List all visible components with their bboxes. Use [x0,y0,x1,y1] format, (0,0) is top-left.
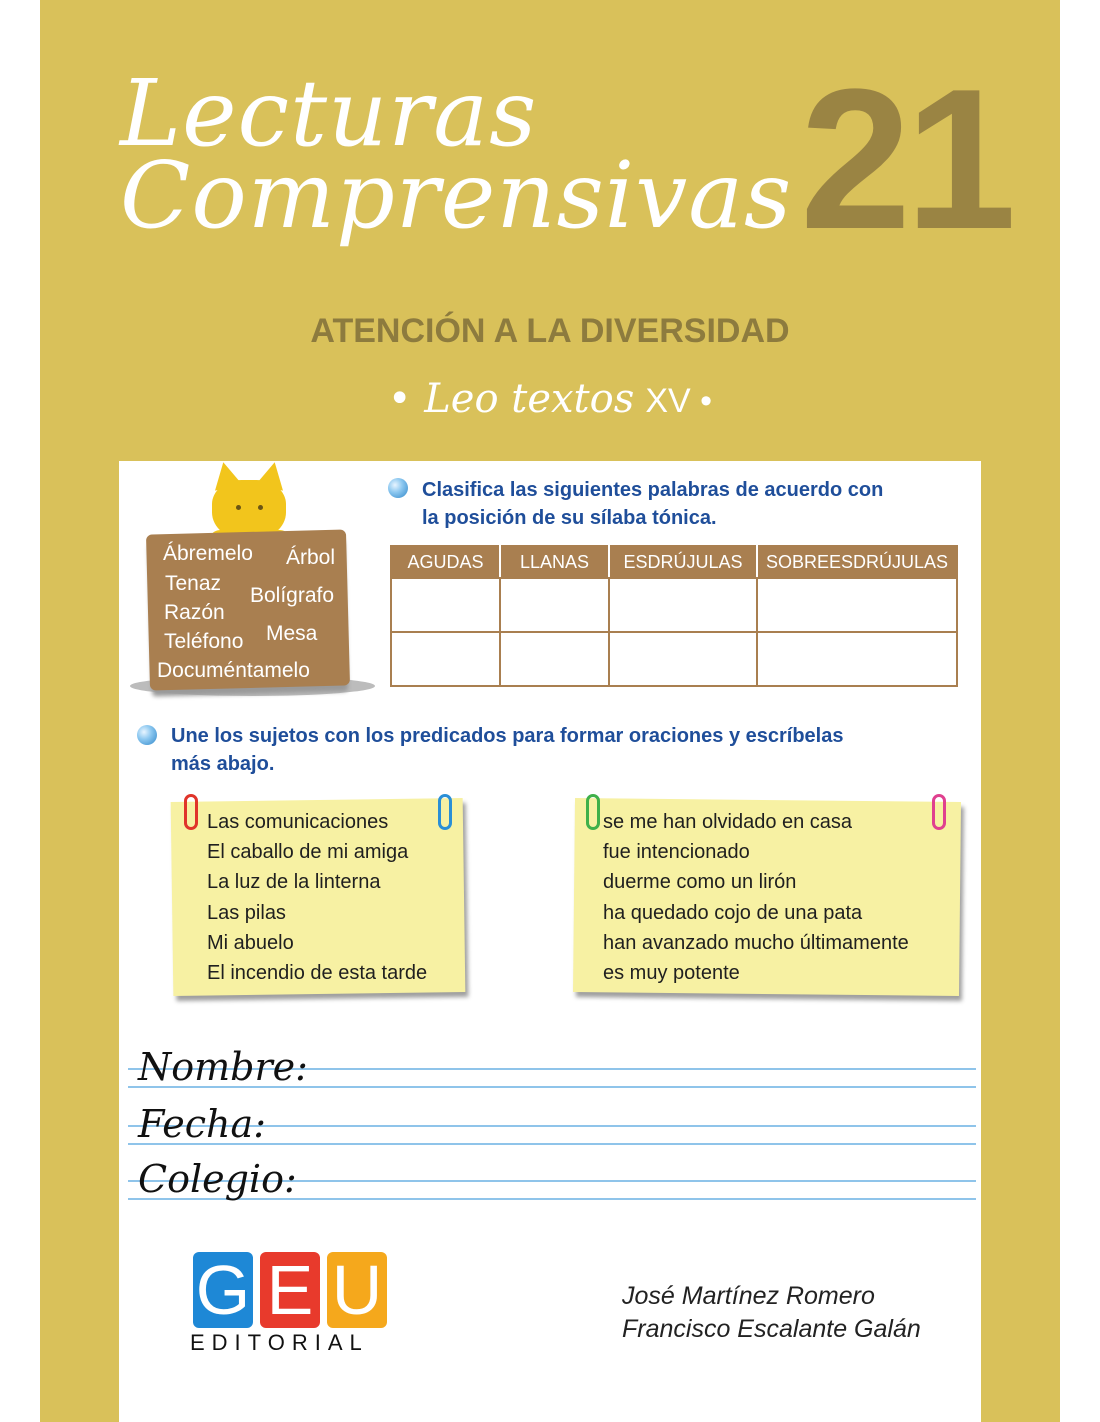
logo-letter-u: U [327,1252,387,1328]
book-number: 21 [800,48,1011,271]
bullet-icon [137,725,157,745]
predicate-item: duerme como un lirón [603,871,797,893]
exercise2-instruction-line2: más abajo. [171,753,275,775]
exercise1-instruction-line2: la posición de su sílaba tónica. [422,507,717,529]
table-cell[interactable] [609,578,757,632]
table-cell[interactable] [757,578,957,632]
subject-item: Las comunicaciones [207,811,389,833]
bullet-icon [388,478,408,498]
table-cell[interactable] [500,578,609,632]
school-label: Colegio: [138,1157,297,1201]
table-cell[interactable] [391,578,500,632]
paperclip-icon [438,794,452,830]
syllable-table [390,545,958,687]
cat-eye-left [236,505,241,510]
subject-item: La luz de la linterna [207,871,381,893]
column-header-agudas: AGUDAS [391,546,500,578]
paperclip-icon [932,794,946,830]
school-field[interactable] [128,1162,976,1202]
table-cell[interactable] [609,632,757,686]
logo-subtitle: EDITORIAL [190,1330,369,1355]
date-label: Fecha: [138,1102,266,1146]
predicate-item: se me han olvidado en casa [603,811,853,833]
exercise1-instruction-line1: Clasifica las siguientes palabras de acuerdo con [422,479,884,501]
paperclip-icon [586,794,600,830]
table-cell[interactable] [757,632,957,686]
sign-word: Tenaz [165,572,222,595]
subject-item: Mi abuelo [207,932,294,954]
table-cell[interactable] [500,632,609,686]
sign-word: Mesa [266,622,318,645]
subject-item: Las pilas [207,902,286,924]
subtitle: ATENCIÓN A LA DIVERSIDAD [310,312,790,350]
sign-word: Teléfono [164,630,244,653]
title-line-2: Comprensivas [120,142,793,249]
predicate-item: es muy potente [603,962,740,984]
subject-item: El caballo de mi amiga [207,841,409,863]
sign-word: Árbol [286,546,336,569]
name-label: Nombre: [138,1045,308,1089]
column-header-sobreesdrujulas: SOBREESDRÚJULAS [757,546,957,578]
column-header-llanas: LLANAS [500,546,609,578]
predicate-item: han avanzado mucho últimamente [603,932,909,954]
sign-word: Bolígrafo [250,584,335,607]
subject-item: El incendio de esta tarde [207,962,428,984]
logo-letter-g: G [193,1252,253,1328]
paperclip-icon [184,794,198,830]
series-script: • Leo textos [387,376,635,422]
exercise1-instruction [422,476,883,532]
exercise2-instruction-line1: Une los sujetos con los predicados para formar oraciones y escríbelas [171,725,844,747]
table-row [391,632,957,686]
sign-word: Ábremelo [163,542,253,565]
column-header-esdrujulas: ESDRÚJULAS [609,546,757,578]
table-cell[interactable] [391,632,500,686]
author-2: Francisco Escalante Galán [622,1315,921,1343]
author-1: José Martínez Romero [622,1282,875,1310]
predicate-item: fue intencionado [603,841,750,863]
logo-letter-e: E [260,1252,320,1328]
sign-word: Documéntamelo [157,659,310,682]
sign-word: Razón [164,601,225,624]
predicate-item: ha quedado cojo de una pata [603,902,863,924]
exercise2-instruction [171,722,843,778]
cat-eye-right [258,505,263,510]
name-field[interactable] [128,1050,976,1090]
title-line-1: Lecturas [120,60,538,167]
date-field[interactable] [128,1107,976,1147]
table-row [391,578,957,632]
series-title [0,376,1100,422]
series-roman: XV • [645,382,713,420]
